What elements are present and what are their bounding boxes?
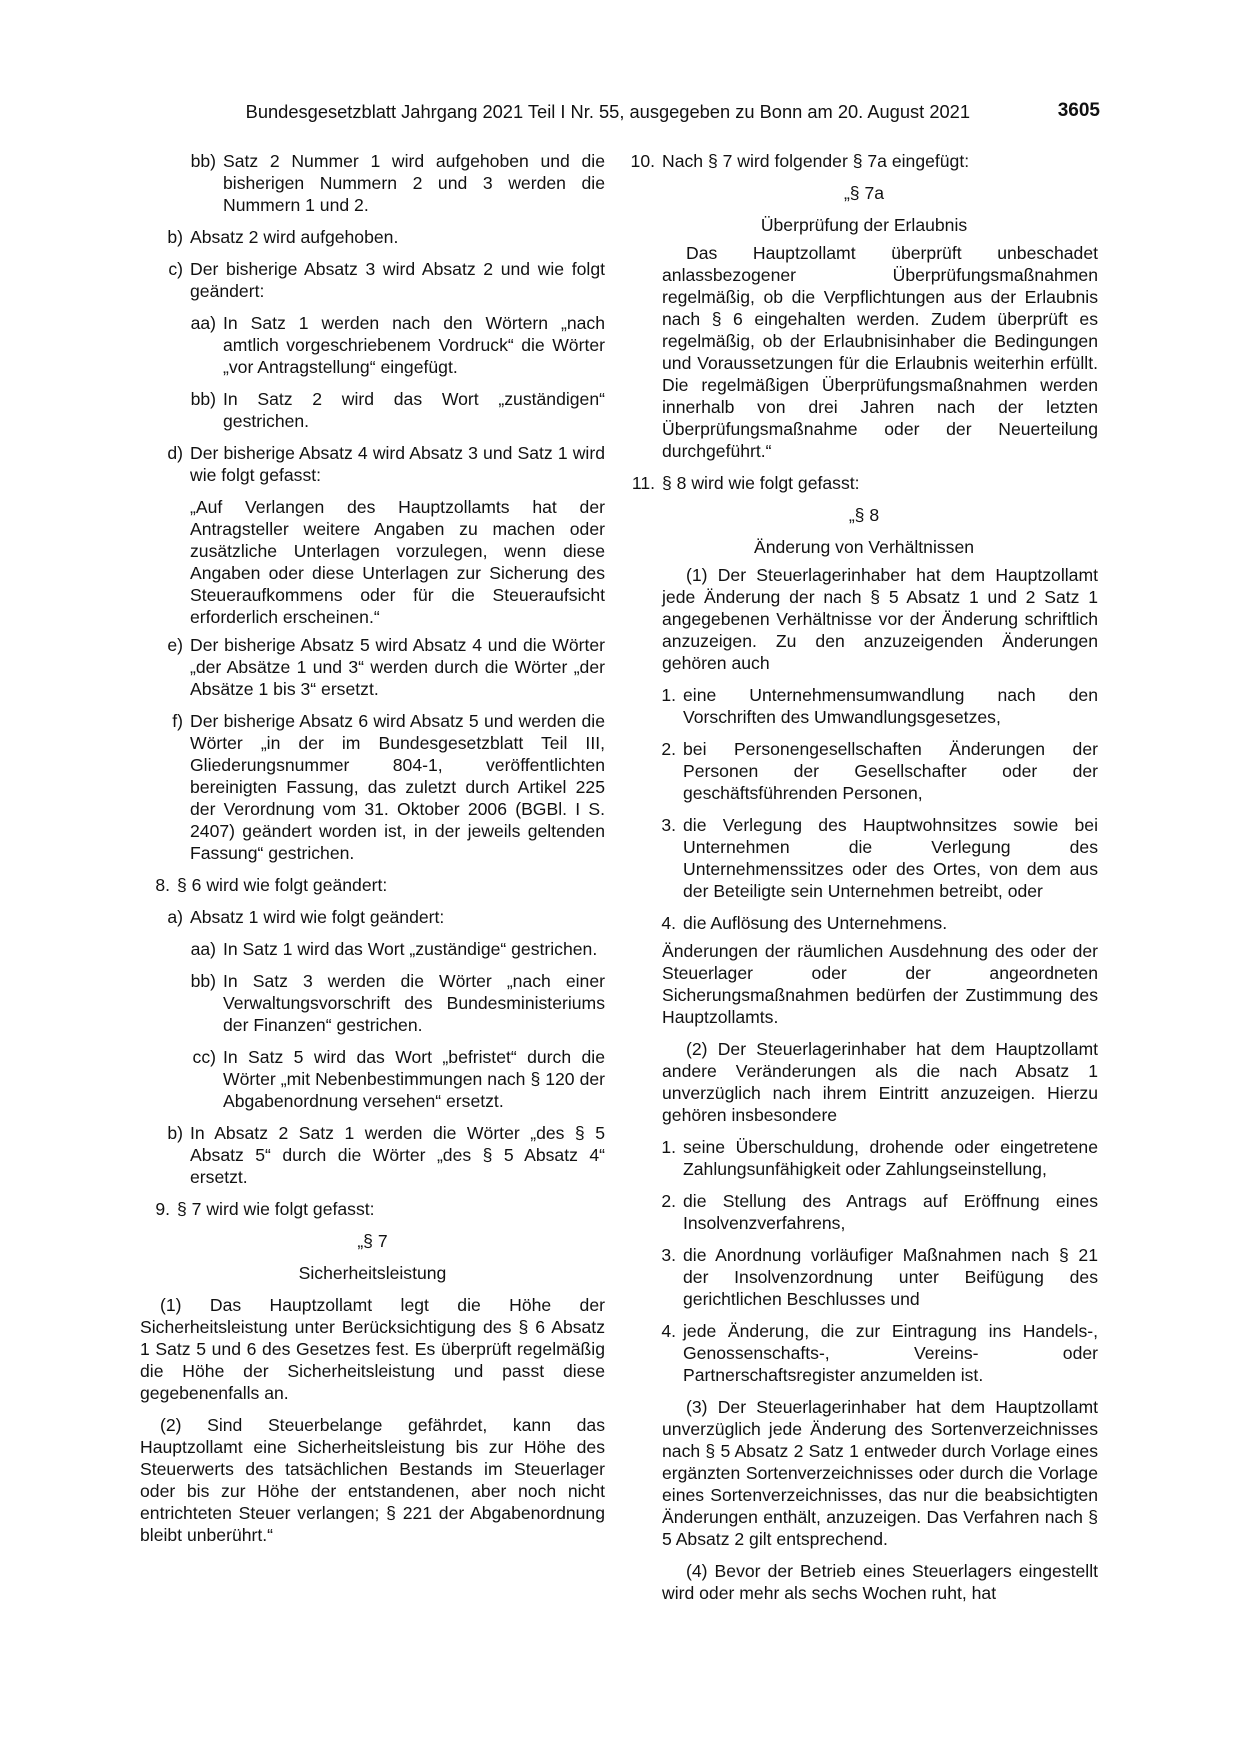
item-text: Der bisherige Absatz 3 wird Absatz 2 und wie folgt geändert: <box>190 259 605 301</box>
item-label: 10. <box>630 151 655 171</box>
item-text: In Absatz 2 Satz 1 werden die Wörter „des § 5 Absatz 5“ durch die Wörter „des § 5 Absatz 4“ ersetzt. <box>190 1123 605 1187</box>
list-item <box>140 258 605 302</box>
item-label: 11. <box>631 473 655 493</box>
list-item <box>140 710 605 864</box>
item-label: a) <box>167 907 183 927</box>
list-item <box>140 442 605 486</box>
list-item <box>630 150 1098 172</box>
item-label: bb) <box>190 151 216 171</box>
item-label: cc) <box>192 1047 216 1067</box>
item-label: 9. <box>155 1199 170 1219</box>
left-column <box>140 150 605 1546</box>
item-label: 2. <box>661 1191 676 1211</box>
list-item <box>140 970 605 1036</box>
list-item <box>630 684 1098 728</box>
item-label: aa) <box>190 939 216 959</box>
quoted-text: „Auf Verlangen des Hauptzollamts hat der Antragsteller weitere Angaben zu machen oder zusätzliche Unterlagen vorzulegen, wenn diese Angaben oder diese Unterlagen zur Sicherung des Steueraufkommens oder für die Steueraufsicht erforderlich erscheinen.“ <box>190 497 605 627</box>
list-item <box>140 906 605 928</box>
list-item <box>140 1046 605 1112</box>
paragraph: (1) Das Hauptzollamt legt die Höhe der Sicherheitsleistung unter Berücksichtigung des § 6 Absatz 1 Satz 5 und 6 des Gesetzes fest. Es überprüft regelmäßig die Höhe der Sicherheitsleistung und passt diese gegebenenfalls an. <box>140 1295 605 1403</box>
item-text: die Stellung des Antrags auf Eröffnung eines Insolvenzverfahrens, <box>683 1191 1098 1233</box>
running-title: Bundesgesetzblatt Jahrgang 2021 Teil I Nr. 55, ausgegeben zu Bonn am 20. August 2021 <box>245 101 970 122</box>
paragraph: (3) Der Steuerlagerinhaber hat dem Hauptzollamt unverzüglich jede Änderung des Sortenverzeichnisses nach § 5 Absatz 2 Satz 1 entweder durch Vorlage eines ergänzten Sortenverzeichnisses oder durch die Vorlage eines Sortenverzeichnisses, das nur die beabsichtigten Änderungen enthält, anzuzeigen. Das Verfahren nach § 5 Absatz 2 gilt entsprechend. <box>662 1397 1098 1549</box>
list-item <box>140 874 605 896</box>
item-text: die Verlegung des Hauptwohnsitzes sowie bei Unternehmen die Verlegung des Unternehmenssitzes oder des Ortes, von dem aus der Beteiligte sein Unternehmen betreibt, oder <box>683 815 1098 901</box>
page-number: 3605 <box>1057 100 1100 121</box>
item-text: jede Änderung, die zur Eintragung ins Handels-, Genossenschafts-, Vereins- oder Partnerschaftsregister anzumelden ist. <box>683 1321 1098 1385</box>
item-label: 8. <box>155 875 170 895</box>
item-text: die Auflösung des Unternehmens. <box>683 913 948 933</box>
item-label: f) <box>172 711 183 731</box>
paragraph: (1) Der Steuerlagerinhaber hat dem Hauptzollamt jede Änderung der nach § 5 Absatz 1 und 2 Satz 1 angegebenen Verhältnisse vor der Änderung schriftlich anzuzeigen. Zu den anzuzeigenden Änderungen gehören auch <box>662 565 1098 673</box>
item-text: Absatz 2 wird aufgehoben. <box>190 227 399 247</box>
list-item <box>630 1320 1098 1386</box>
list-item <box>140 388 605 432</box>
list-item <box>140 1198 605 1220</box>
paragraph: Änderungen der räumlichen Ausdehnung des oder der Steuerlager oder der angeordneten Sicherungsmaßnahmen bedürfen der Zustimmung des Hauptzollamts. <box>662 941 1098 1027</box>
section-title: Änderung von Verhältnissen <box>753 537 975 557</box>
item-text: In Satz 3 werden die Wörter „nach einer Verwaltungsvorschrift des Bundesministeriums der Finanzen“ gestrichen. <box>223 971 605 1035</box>
item-text: In Satz 1 werden nach den Wörtern „nach amtlich vorgeschriebenem Vordruck“ die Wörter „vor Antragstellung“ eingefügt. <box>223 313 605 377</box>
paragraph: (2) Sind Steuerbelange gefährdet, kann das Hauptzollamt eine Sicherheitsleistung bis zur Höhe des Steuerwerts des tatsächlichen Bestands im Steuerlager oder bis zur Höhe der entstandenen, aber noch nicht entrichteten Steuer verlangen; § 221 der Abgabenordnung bleibt unberührt.“ <box>140 1415 605 1545</box>
paragraph: Das Hauptzollamt überprüft unbeschadet anlassbezogener Überprüfungsmaßnahmen regelmäßig, ob die Verpflichtungen aus der Erlaubnis nach § 6 eingehalten werden. Zudem überprüft es regelmäßig, ob der Erlaubnisinhaber die Bedingungen und Voraussetzungen für die Erlaubnis weiterhin erfüllt. Die regelmäßigen Überprüfungsmaßnahmen werden innerhalb von drei Jahren nach der letzten Überprüfungsmaßnahme oder der Neuerteilung durchgeführt.“ <box>662 243 1098 461</box>
list-item <box>630 472 1098 494</box>
item-text: Der bisherige Absatz 6 wird Absatz 5 und werden die Wörter „in der im Bundesgesetzblatt Teil III, Gliederungsnummer 804-1, veröffentlichten bereinigten Fassung, das zuletzt durch Artikel 225 der Verordnung vom 31. Oktober 2006 (BGBl. I S. 2407) geändert worden ist, in der jeweils geltenden Fassung“ gestrichen. <box>190 711 605 863</box>
item-text: § 7 wird wie folgt gefasst: <box>177 1199 375 1219</box>
item-label: 1. <box>661 1137 676 1157</box>
item-label: bb) <box>190 971 216 991</box>
item-label: bb) <box>190 389 216 409</box>
item-text: bei Personengesellschaften Änderungen der Personen der Gesellschafter oder der geschäftsführenden Personen, <box>683 739 1098 803</box>
list-item <box>630 1190 1098 1234</box>
item-text: In Satz 1 wird das Wort „zuständige“ gestrichen. <box>223 939 598 959</box>
section-title: Überprüfung der Erlaubnis <box>760 215 968 235</box>
paragraph: (2) Der Steuerlagerinhaber hat dem Hauptzollamt andere Veränderungen als die nach Absatz 1 unverzüglich nach ihrem Eintritt anzuzeigen. Hierzu gehören insbesondere <box>662 1039 1098 1125</box>
item-label: 3. <box>661 1245 676 1265</box>
item-text: Satz 2 Nummer 1 wird aufgehoben und die bisherigen Nummern 2 und 3 werden die Nummern 1 und 2. <box>223 151 605 215</box>
list-item <box>140 226 605 248</box>
item-label: 2. <box>661 739 676 759</box>
item-label: 3. <box>661 815 676 835</box>
item-text: § 6 wird wie folgt geändert: <box>177 875 388 895</box>
item-label: b) <box>167 1123 183 1143</box>
list-item <box>630 1244 1098 1310</box>
list-item <box>630 814 1098 902</box>
list-item <box>630 1136 1098 1180</box>
item-label: 4. <box>661 1321 676 1341</box>
item-text: In Satz 2 wird das Wort „zuständigen“ gestrichen. <box>223 389 605 431</box>
item-label: 4. <box>661 913 676 933</box>
list-item <box>140 1122 605 1188</box>
item-label: c) <box>168 259 183 279</box>
list-item <box>630 738 1098 804</box>
right-column <box>630 150 1098 1604</box>
page-header <box>140 100 1100 130</box>
section-heading: „§ 7a <box>843 183 885 203</box>
list-item <box>140 312 605 378</box>
item-text: Der bisherige Absatz 4 wird Absatz 3 und Satz 1 wird wie folgt gefasst: <box>190 443 605 485</box>
list-item <box>140 634 605 700</box>
item-text: seine Überschuldung, drohende oder eingetretene Zahlungsunfähigkeit oder Zahlungseinstellung, <box>683 1137 1098 1179</box>
section-title: Sicherheitsleistung <box>298 1263 447 1283</box>
item-text: eine Unternehmensumwandlung nach den Vorschriften des Umwandlungsgesetzes, <box>683 685 1098 727</box>
section-heading: „§ 7 <box>357 1231 388 1251</box>
item-text: Der bisherige Absatz 5 wird Absatz 4 und die Wörter „der Absätze 1 und 3“ werden durch die Wörter „der Absätze 1 bis 3“ ersetzt. <box>190 635 605 699</box>
item-label: aa) <box>190 313 216 333</box>
item-text: Absatz 1 wird wie folgt geändert: <box>190 907 445 927</box>
item-text: § 8 wird wie folgt gefasst: <box>662 473 860 493</box>
section-heading: „§ 8 <box>848 505 880 525</box>
item-label: b) <box>167 227 183 247</box>
item-text: In Satz 5 wird das Wort „befristet“ durch die Wörter „mit Nebenbestimmungen nach § 120 der Abgabenordnung versehen“ ersetzt. <box>223 1047 605 1111</box>
list-item <box>630 912 1098 934</box>
list-item <box>140 938 605 960</box>
item-text: Nach § 7 wird folgender § 7a eingefügt: <box>662 151 970 171</box>
list-item <box>140 150 605 216</box>
item-label: 1. <box>661 685 676 705</box>
item-label: e) <box>167 635 183 655</box>
item-text: die Anordnung vorläufiger Maßnahmen nach § 21 der Insolvenzordnung unter Beifügung des gerichtlichen Beschlusses und <box>683 1245 1098 1309</box>
paragraph: (4) Bevor der Betrieb eines Steuerlagers eingestellt wird oder mehr als sechs Wochen ruht, hat <box>662 1561 1098 1603</box>
item-label: d) <box>167 443 183 463</box>
